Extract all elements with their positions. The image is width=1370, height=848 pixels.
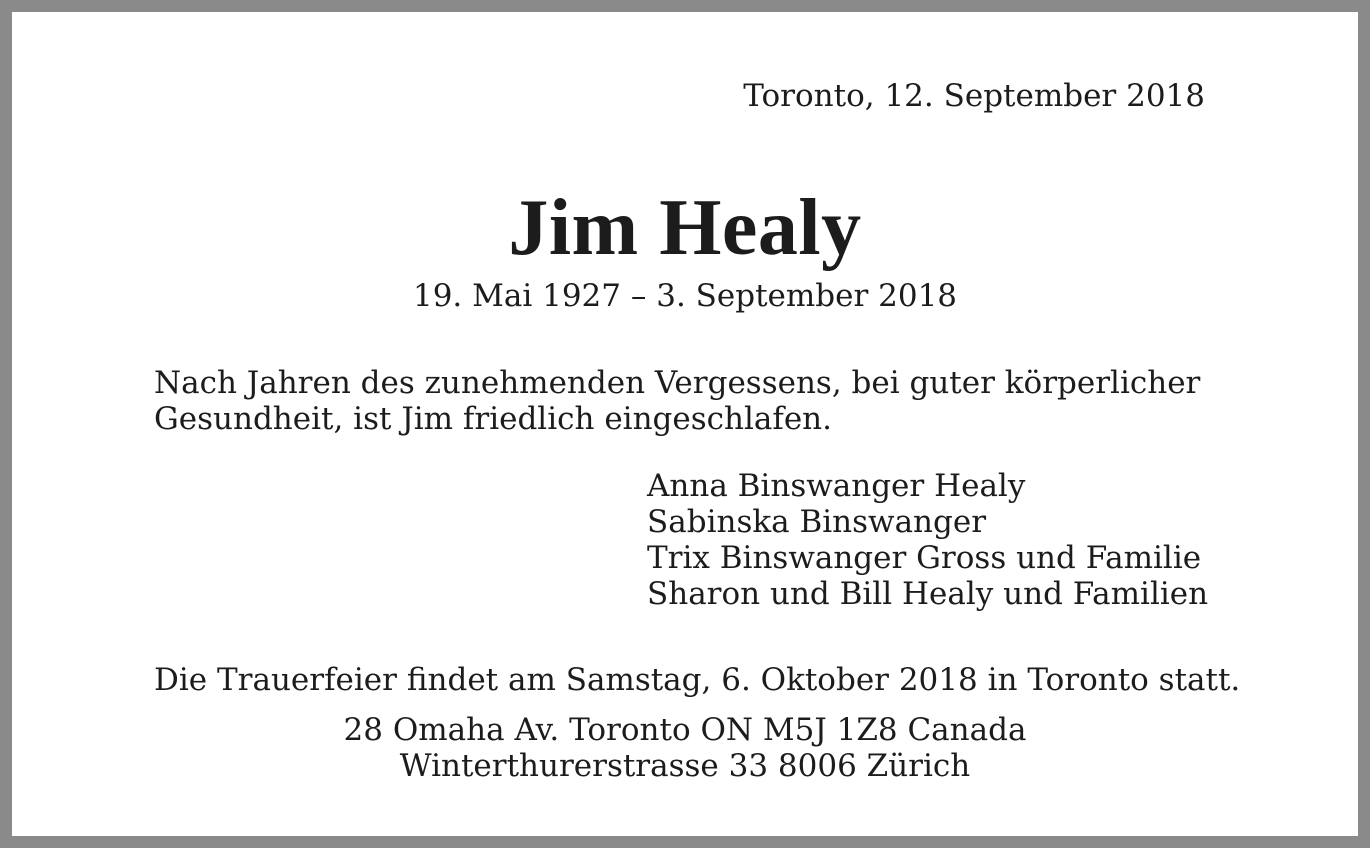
message-line: Nach Jahren des zunehmenden Vergessens, bei guter körperlicher (154, 365, 1201, 401)
mourners-list (647, 468, 1208, 612)
life-dates: 19. Mai 1927 – 3. September 2018 (412, 278, 958, 314)
address-line: 28 Omaha Av. Toronto ON M5J 1Z8 Canada (343, 712, 1027, 748)
mourner-entry: Anna Binswanger Healy (647, 468, 1026, 504)
place-date: Toronto, 12. September 2018 (743, 78, 1205, 114)
ceremony-info: Die Trauerfeier findet am Samstag, 6. Oktober 2018 in Toronto statt. (154, 662, 1241, 698)
mourner-entry: Sabinska Binswanger (647, 504, 987, 540)
deceased-name: Jim Healy (508, 184, 862, 272)
address-line: Winterthurerstrasse 33 8006 Zürich (399, 748, 971, 784)
addresses (12, 712, 1358, 784)
obituary-notice (12, 12, 1358, 836)
obituary-message (154, 365, 1200, 437)
mourner-entry: Sharon und Bill Healy und Familien (647, 576, 1209, 612)
message-line: Gesundheit, ist Jim friedlich eingeschlafen. (154, 401, 833, 437)
mourner-entry: Trix Binswanger Gross und Familie (647, 540, 1202, 576)
